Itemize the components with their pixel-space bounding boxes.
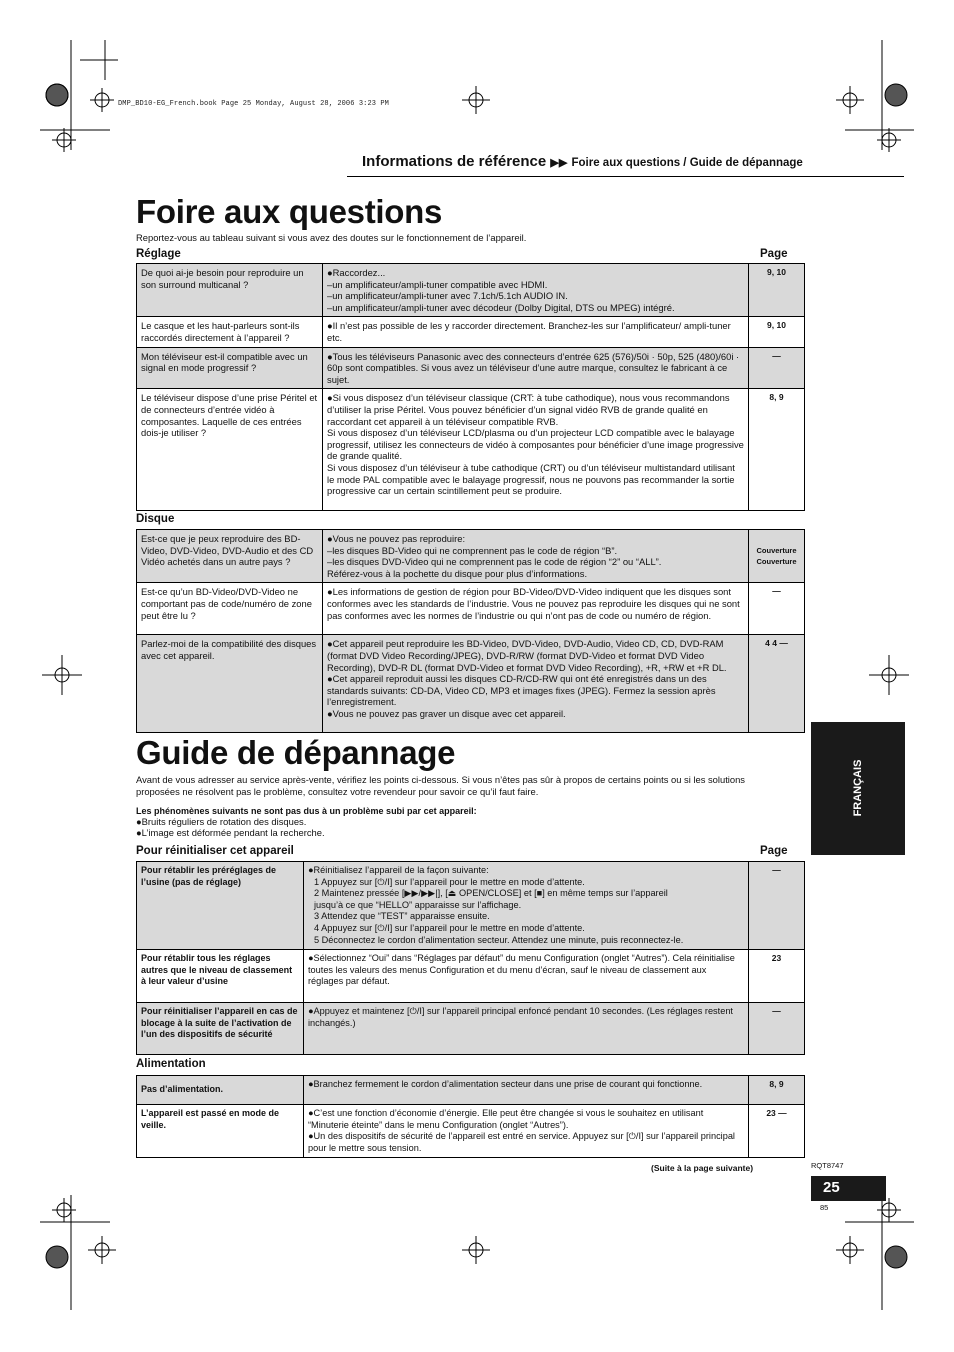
disc-table: [136, 529, 805, 733]
section-label-disc: Disque: [136, 513, 175, 525]
page-ref: 8, 9: [749, 1076, 805, 1105]
trouble-title: Guide de dépannage: [136, 734, 456, 771]
question-cell: Le casque et les haut-parleurs sont-ils raccordés directement à l’appareil ?: [137, 317, 323, 347]
header-rule: [347, 176, 904, 177]
answer-line: ●Raccordez...: [327, 267, 386, 278]
page-ref: —: [749, 862, 805, 950]
not-problem-heading: Les phénomènes suivants ne sont pas dus à un problème subi par cet appareil:: [136, 806, 477, 816]
page-ref-text: Couverture Couverture: [756, 545, 797, 567]
answer-line: 5 Déconnectez le cordon d’alimentation secteur. Attendez une minute, puis reconnectez-le.: [314, 934, 684, 945]
answer-line: ●Si vous disposez d’un téléviseur classique (CRT: à tube cathodique), nous vous recommandons d’utiliser la prise Péritel. Vous pouvez bénéficier d’un signal vidéo RVB de grande qualité en raccordant cet appareil à un téléviseur compatible RVB.: [327, 392, 730, 427]
answer-line: ●Vous ne pouvez pas reproduire:: [327, 533, 466, 544]
header-section: Informations de référence: [362, 153, 547, 170]
question-cell: Parlez-moi de la compatibilité des disques avec cet appareil.: [137, 635, 323, 733]
question-cell: Est-ce que je peux reproduire des BD-Video, DVD-Video, DVD-Audio et des CD Vidéo achetés dans un autre pays ?: [137, 530, 323, 583]
answer-line: ●Vous ne pouvez pas graver un disque avec cet appareil.: [327, 707, 566, 719]
page-ref: [749, 1105, 805, 1158]
page-ref: [749, 530, 805, 583]
section-label-reset: Pour réinitialiser cet appareil: [136, 845, 294, 857]
answer-cell: [304, 1076, 749, 1105]
answer-line: –un amplificateur/ampli-tuner compatible avec HDMI.: [327, 278, 548, 290]
answer-cell: [304, 1105, 749, 1158]
reference-header: [362, 153, 803, 170]
question-cell: L’appareil est passé en mode de veille.: [137, 1105, 304, 1158]
answer-line: 1 Appuyez sur [⏻/I] sur l’appareil pour le mettre en mode d’attente.: [314, 876, 585, 887]
reset-table: [136, 861, 805, 1055]
answer-line: –un amplificateur/ampli-tuner avec 7.1ch/5.1ch AUDIO IN.: [327, 290, 568, 302]
table-row: [137, 862, 805, 950]
page-ref-line: —: [779, 638, 788, 649]
table-row: [137, 530, 805, 583]
file-info: DMP_BD10-EG_French.book Page 25 Monday, August 28, 2006 3:23 PM: [118, 100, 389, 108]
answer-line: ●Il n’est pas possible de les y raccorder directement. Branchez-les sur l’amplificateur/ ampli-tuner etc.: [327, 320, 731, 343]
answer-cell: [323, 347, 749, 389]
question-cell: Mon téléviseur est-il compatible avec un signal en mode progressif ?: [137, 347, 323, 389]
answer-cell: [323, 583, 749, 635]
faq-intro: Reportez-vous au tableau suivant si vous avez des doutes sur le fonctionnement de l’appareil.: [136, 232, 527, 243]
setup-table: [136, 263, 805, 511]
answer-cell: [323, 264, 749, 317]
page-column-label: Page: [760, 845, 788, 857]
language-tab-label: FRANÇAIS: [852, 759, 864, 817]
answer-line: ●Sélectionnez “Oui” dans “Réglages par défaut” du menu Configuration (onglet “Autres”). Cela réinitialise toutes les valeurs des menus Configuration et du menu d’écran, sauf le niveau de classement aux réglages par défaut.: [308, 953, 735, 987]
answer-cell: [323, 317, 749, 347]
answer-line: Si vous disposez d’un téléviseur LCD/plasma ou d’un projecteur LCD compatible avec le balayage progressif, utilisez les connecteurs de vidéo à composantes pour bénéficier d’une image progressive de grande qualité.: [327, 427, 744, 462]
answer-line: ●Appuyez et maintenez [⏻/I] sur l’appareil principal enfoncé pendant 10 secondes. (Les réglages restent inchangés.): [308, 1006, 733, 1028]
table-row: [137, 317, 805, 347]
trouble-intro: Avant de vous adresser au service après-vente, vérifiez les points ci-dessous. Si vous n’êtes pas sûr à propos de certains points ou si les solutions proposées ne résolvent pas le problème, consultez votre revendeur pour savoir ce qu’il faut faire.: [136, 774, 745, 797]
question-cell: Le téléviseur dispose d’une prise Péritel et de connecteurs d’entrée vidéo à composantes. Laquelle de ces entrées dois-je utiliser ?: [137, 389, 323, 511]
page-ref: 8, 9: [749, 389, 805, 511]
answer-cell: [304, 862, 749, 950]
answer-line: ●Cet appareil peut reproduire les BD-Video, DVD-Video, DVD-Audio, Video CD, CD, DVD-RAM (format DVD Video Recording/JPEG), DVD-R/RW (format DVD-Video et format DVD Video Recording), DVD-R DL (format DVD-Video et format DVD Video Recording), +R, +RW et +R DL.: [327, 638, 727, 673]
question-cell: Pour rétablir les préréglages de l’usine (pas de réglage): [137, 862, 304, 950]
table-row: [137, 1105, 805, 1158]
page-ref: —: [749, 347, 805, 389]
answer-line: Référez-vous à la pochette du disque pour plus d’informations.: [327, 567, 588, 579]
page-ref: 9, 10: [749, 264, 805, 317]
page-ref-line: —: [778, 1108, 787, 1118]
table-row: [137, 389, 805, 511]
answer-line: 4 Appuyez sur [⏻/I] sur l’appareil pour le mettre en mode d’attente.: [314, 922, 585, 933]
answer-line: ●Un des dispositifs de sécurité de l’appareil est entré en service. Appuyez sur [⏻/I] sur l’appareil principal pour le mettre sous tension.: [308, 1131, 735, 1153]
answer-cell: [304, 950, 749, 1003]
answer-line: ●C’est une fonction d’économie d’énergie. Elle peut être changée si vous le souhaitez en utilisant “Minuterie éteinte” dans le menu Configuration (onglet “Autres”).: [308, 1108, 704, 1130]
page-ref: —: [749, 1003, 805, 1055]
question-cell: Pour rétablir tous les réglages autres que le niveau de classement à leur valeur d’usine: [137, 950, 304, 1003]
power-table: [136, 1075, 805, 1158]
question-cell: De quoi ai-je besoin pour reproduire un son surround multicanal ?: [137, 264, 323, 317]
page-ref: 23: [749, 950, 805, 1003]
question-cell: Pour réinitialiser l’appareil en cas de blocage à la suite de l’activation de l’un des dispositifs de sécurité: [137, 1003, 304, 1055]
table-row: [137, 264, 805, 317]
not-problem-item: ●Bruits réguliers de rotation des disques.: [136, 816, 307, 827]
continued-note: (Suite à la page suivante): [651, 1163, 754, 1173]
answer-line: ●Cet appareil reproduit aussi les disques CD-R/CD-RW qui ont été enregistrés dans un des standards suivants: CD-DA, Video CD, MP3 et images fixes (JPEG). Fermez la session après l’enregistrement.: [327, 673, 716, 708]
table-row: [137, 950, 805, 1003]
not-problem-item: ●L’image est déformée pendant la recherche.: [136, 827, 325, 838]
faq-title: Foire aux questions: [136, 193, 443, 230]
language-tab: [811, 722, 905, 855]
table-row: [137, 1003, 805, 1055]
answer-line: ●Les informations de gestion de région pour BD-Video/DVD-Video indiquent que les disques sont conformes avec les standards de l’industrie. Vous ne pouvez pas reproduire les disques qui ne sont pas conformes avec les normes de l’industrie ou qui n’ont pas de code ou numéro de région.: [327, 586, 740, 621]
answer-cell: [304, 1003, 749, 1055]
page-ref: —: [749, 583, 805, 635]
answer-cell: [323, 530, 749, 583]
section-label-setup: Réglage: [136, 248, 181, 260]
table-row: [137, 1076, 805, 1105]
question-cell: Pas d’alimentation.: [137, 1076, 304, 1105]
answer-line: 2 Maintenez pressée [▶▶/▶▶|], [⏏ OPEN/CLOSE] et [■] en même temps sur l’appareil: [314, 888, 668, 899]
answer-line: Si vous disposez d’un téléviseur à tube cathodique (CRT) ou d’un téléviseur multistandard utilisant le mode PAL compatible avec le balayage progressif, nous ne pouvons pas recommander la sortie progressive car un certain scintillement peut se produire.: [327, 461, 735, 497]
table-row: [137, 347, 805, 389]
arrows-icon: ▶▶: [550, 157, 568, 169]
page-ref: [749, 635, 805, 733]
answer-cell: [323, 389, 749, 511]
question-cell: Est-ce qu’un BD-Video/DVD-Video ne comportant pas de code/numéro de zone peut être lu ?: [137, 583, 323, 635]
header-subsection: Foire aux questions / Guide de dépannage: [571, 157, 803, 169]
table-row: [137, 635, 805, 733]
page-column-label: Page: [760, 248, 788, 260]
table-row: [137, 583, 805, 635]
page-ref: 9, 10: [749, 317, 805, 347]
answer-line: ●Tous les téléviseurs Panasonic avec des connecteurs d’entrée 625 (576)/50i · 50p, 525 (480)/60i · 60p sont compatibles. Si vous avez un téléviseur d’une autre marque, consultez le fabricant à ce sujet.: [327, 350, 740, 385]
sheet-number: 85: [820, 1203, 829, 1212]
section-label-power: Alimentation: [136, 1058, 206, 1070]
page-ref-line: 4: [772, 638, 777, 649]
page-ref-line: 4: [765, 638, 770, 649]
page-number: 25: [811, 1176, 886, 1201]
answer-line: jusqu’à ce que “HELLO” apparaisse sur l’affichage.: [314, 899, 522, 910]
model-code: RQT8747: [811, 1161, 844, 1170]
answer-line: –les disques BD-Video qui ne comprennent pas le code de région “B”.: [327, 544, 618, 556]
answer-line: 3 Attendez que “TEST” apparaisse ensuite.: [314, 911, 490, 922]
answer-cell: [323, 635, 749, 733]
answer-line: ●Branchez fermement le cordon d’alimentation secteur dans une prise de courant qui fonctionne.: [308, 1079, 703, 1089]
answer-line: ●Réinitialisez l’appareil de la façon suivante:: [308, 865, 489, 875]
answer-line: –les disques DVD-Video qui ne comprennent pas le code de région “2” ou “ALL”.: [327, 556, 662, 568]
answer-line: –un amplificateur/ampli-tuner avec décodeur (Dolby Digital, DTS ou MPEG) intégré.: [327, 301, 675, 313]
page-ref-line: 23: [766, 1108, 776, 1118]
